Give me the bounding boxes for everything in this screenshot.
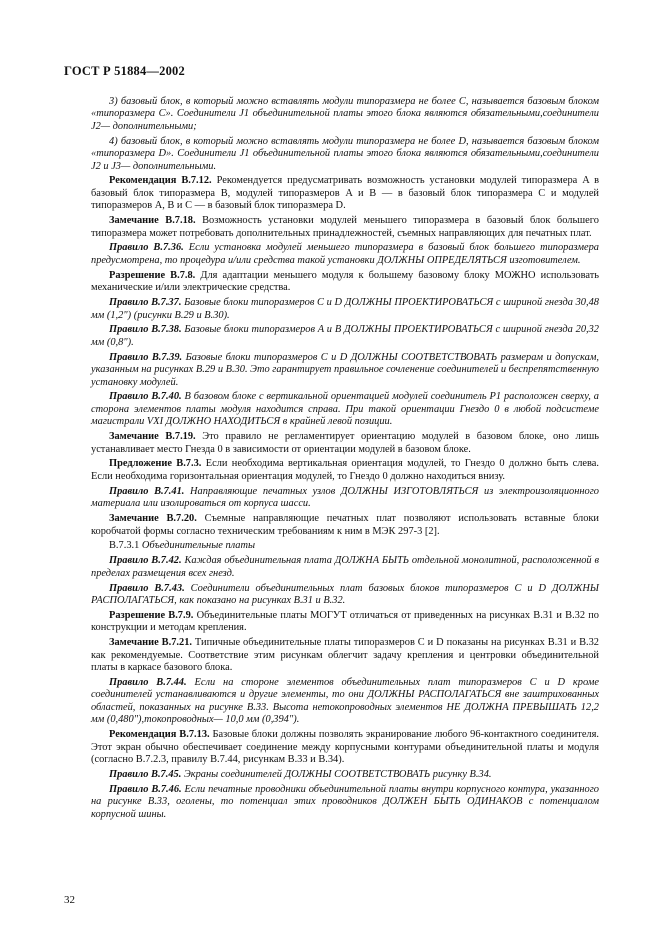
paragraph-label: Правило B.7.40. (109, 391, 182, 403)
paragraph-text: Если необходима вертикальная ориентация модулей, то Гнездо 0 должно быть слева. Если необходима горизонтальная ориентация модулей, то Гнездо 0 должно находиться внизу. (91, 458, 599, 482)
paragraph (91, 769, 599, 781)
paragraph (91, 486, 599, 511)
paragraph (91, 324, 599, 349)
paragraph-label: Замечание B.7.20. (109, 513, 197, 525)
paragraph-text: Экраны соединителей ДОЛЖНЫ СООТВЕТСТВОВАТЬ рисунку B.34. (181, 768, 492, 780)
paragraph (91, 352, 599, 389)
paragraph-label: Разрешение B.7.8. (109, 269, 196, 281)
paragraph-label: Правило B.7.39. (109, 351, 183, 363)
page-number: 32 (64, 894, 75, 906)
paragraph-text: Съемные направляющие печатных плат позволяют использовать вставные блоки коробчатой формы согласно техническим требованиям к ним в МЭК 297-3 [2]. (91, 513, 599, 537)
page-body (91, 96, 599, 823)
paragraph-label: Правило B.7.43. (109, 582, 185, 594)
list-item (91, 96, 599, 133)
paragraph-label: B.7.3.1 (109, 540, 140, 552)
paragraph-label: Разрешение B.7.9. (109, 609, 194, 621)
paragraph-label: Правило B.7.44. (109, 676, 187, 688)
paragraph (91, 784, 599, 821)
paragraph-text: Возможность установки модулей меньшего типоразмера в базовый блок большего типоразмера может потребовать дополнительных принадлежностей, съемных направляющих для печатных плат. (91, 215, 599, 239)
paragraph (91, 270, 599, 295)
paragraph (91, 610, 599, 635)
paragraph (91, 297, 599, 322)
paragraph (91, 513, 599, 538)
paragraph (91, 458, 599, 483)
paragraph-text: Базовые блоки должны позволять экранирование любого 96-контактного соединителя. Этот экран обычно обеспечивает соединение между корпусными контурами объединительной платы и модуля (согласно B.7.2.3, правилу B.7.44, рисункам B.33 и B.34). (91, 729, 599, 765)
paragraph-text: Если на стороне элементов объединительных плат типоразмеров C и D кроме соединителей устанавливаются и другие элементы, то они ДОЛЖНЫ РАСПОЛАГАТЬСЯ вне заштрихованных областей, показанных на рисунке B.33. Высота нетокопроводных элементов НЕ ДОЛЖНА ПРЕВЫШАТЬ 12,2 мм (0,480"),токопроводных— 10,0 мм (0,394"). (91, 676, 599, 726)
paragraph-text: Для адаптации меньшего модуля к большему базовому блоку МОЖНО использовать механические и/или электрические средства. (91, 269, 599, 294)
paragraph-text: Если печатные проводники объединительной платы внутри корпусного контура, указанного на рисунке B.33, оголены, то потенциал этих проводников ДОЛЖЕН БЫТЬ ОДИНАКОВ с потенциалом корпусной шины. (91, 783, 599, 820)
paragraph-text: Это правило не регламентирует ориентацию модулей в базовом блоке, оно лишь устанавливает место Гнезда 0 в зависимости от ориентации модулей в базовом блоке. (91, 431, 599, 455)
paragraph-label: Правило B.7.38. (109, 324, 182, 336)
paragraph-label: Правило B.7.36. (109, 242, 184, 254)
paragraph (91, 677, 599, 727)
paragraph-label: Замечание B.7.19. (109, 431, 196, 443)
paragraph (91, 555, 599, 580)
paragraph-text: Базовые блоки типоразмеров A и B ДОЛЖНЫ ПРОЕКТИРОВАТЬСЯ с шириной гнезда 20,32 мм (0,8"). (91, 324, 599, 348)
paragraph-text: Направляющие печатных узлов ДОЛЖНЫ ИЗГОТОВЛЯТЬСЯ из электроизоляционного материала или изолироваться от корпуса шасси. (91, 485, 599, 510)
paragraph-label: Рекомендация B.7.13. (109, 729, 210, 741)
paragraph (91, 391, 599, 428)
paragraph (91, 215, 599, 240)
paragraph-text: Соединители объединительных плат базовых блоков типоразмеров C и D ДОЛЖНЫ РАСПОЛАГАТЬСЯ, как показано на рисунках B.31 и B.32. (91, 582, 599, 607)
document-header: ГОСТ Р 51884—2002 (64, 64, 185, 78)
paragraph-text: В базовом блоке с вертикальной ориентацией модулей соединитель P1 расположен сверху, а сторона элементов платы модуля находится справа. При такой ориентации Гнездо 0 в любой подсистеме магистрали VXI ДОЛЖНО НАХОДИТЬСЯ в крайней левой позиции. (91, 391, 599, 428)
paragraph-text: Каждая объединительная плата ДОЛЖНА БЫТЬ отдельной монолитной, расположенной в пределах размещения всех гнезд. (91, 555, 599, 579)
paragraph (91, 431, 599, 456)
paragraph-label: Правило B.7.37. (109, 297, 182, 309)
paragraph-text: Если установка модулей меньшего типоразмера в базовый блок большего типоразмера предусмотрена, то процедура и/или средства такой установки ДОЛЖНЫ ОПРЕДЕЛЯТЬСЯ изготовителем. (91, 242, 599, 266)
subsection-heading (91, 540, 599, 552)
paragraph-text: Базовые блоки типоразмеров C и D ДОЛЖНЫ ПРОЕКТИРОВАТЬСЯ с шириной гнезда 30,48 мм (1,2") (рисунки B.29 и B.30). (91, 297, 599, 321)
paragraph (91, 175, 599, 212)
paragraph (91, 242, 599, 267)
paragraph-label: Правило B.7.45. (109, 768, 182, 780)
paragraph-text: 3) базовый блок, в который можно вставлять модули типоразмера не более C, называется базовым блоком «типоразмера C». Соединители J1 объединительной платы этого блока являются обязательными,соединители J2— дополнительными; (91, 96, 599, 132)
list-item (91, 136, 599, 173)
paragraph-label: Рекомендация B.7.12. (109, 175, 212, 187)
paragraph-label: Правило B.7.42. (109, 555, 182, 567)
paragraph-label: Правило B.7.46. (109, 783, 182, 795)
paragraph-label: Предложение B.7.3. (109, 458, 202, 470)
paragraph-text: Типичные объединительные платы типоразмеров C и D показаны на рисунках B.31 и B.32 как рекомендуемые. Соответствие этим рисункам облегчит задачу крепления и центровки объединительной платы в каркасе базового блока. (91, 637, 599, 674)
paragraph-text: 4) базовый блок, в который можно вставлять модули типоразмера не более D, называется базовым блоком «типоразмера D». Соединители J1 объединительной платы этого блока являются обязательными,соединители J2 и J3— дополнительными. (91, 135, 599, 172)
paragraph (91, 729, 599, 766)
paragraph-text: Объединительные платы МОГУТ отличаться от приведенных на рисунках B.31 и B.32 по конструкции и методам крепления. (91, 609, 599, 634)
paragraph-label: Замечание B.7.18. (109, 215, 196, 227)
paragraph-text: Рекомендуется предусматривать возможность установки модулей типоразмера A в базовый блок типоразмера B, модулей типоразмеров A и B — в базовый блок типоразмера C и модулей типоразмеров A, B и C — в базовый блок типоразмера D. (91, 175, 599, 212)
paragraph-text: Объединительные платы (139, 540, 256, 552)
paragraph (91, 583, 599, 608)
paragraph-label: Правило B.7.41. (109, 485, 185, 497)
paragraph-text: Базовые блоки типоразмеров C и D ДОЛЖНЫ СООТВЕТСТВОВАТЬ размерам и допускам, указанным на рисунках B.29 и B.30. Это гарантирует правильное сочленение соединителей и беспрепятственную установку модулей. (91, 351, 599, 388)
paragraph (91, 637, 599, 674)
paragraph-label: Замечание B.7.21. (109, 637, 192, 649)
